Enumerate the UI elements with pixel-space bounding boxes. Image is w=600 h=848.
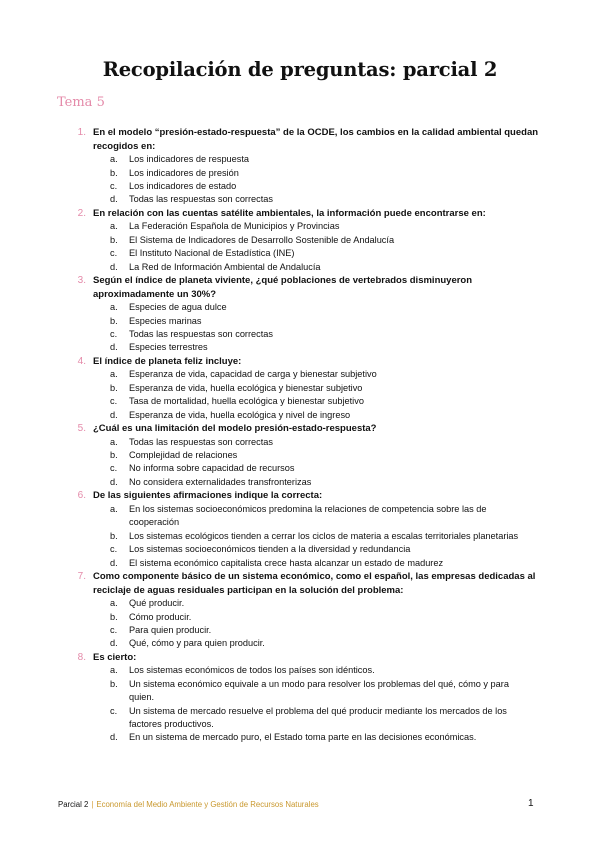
option-letter: d.	[110, 732, 118, 743]
question-number: 2.	[77, 207, 86, 219]
option-text: Los sistemas socioeconómicos tienden a la diversidad y redundancia	[129, 544, 411, 555]
option-letter: d.	[110, 476, 118, 487]
option-item	[0, 597, 600, 610]
question-item	[0, 570, 600, 651]
option-text: Los indicadores de estado	[129, 181, 237, 191]
option-item	[0, 449, 600, 462]
question-number: 6.	[77, 490, 86, 502]
option-text: Para quien producir.	[129, 624, 212, 635]
option-item	[0, 503, 600, 530]
option-letter: b.	[110, 530, 118, 541]
question-text: 7. Como componente básico de un sistema económico, como el español, las empresas dedicadas al reciclaje de aguas residuales participan en la solución del problema:	[0, 570, 600, 597]
option-text: La Red de Información Ambiental de Andalucía	[129, 261, 321, 272]
option-list	[0, 436, 600, 490]
option-text: Todas las respuestas son correctas	[129, 329, 274, 340]
option-item	[0, 530, 600, 543]
question-number: 1.	[77, 127, 86, 138]
option-list	[0, 301, 600, 355]
option-text: Los indicadores de respuesta	[129, 154, 250, 165]
option-text: Los sistemas ecológicos tienden a cerrar los ciclos de materia a escalas territoriales planetarias	[129, 530, 519, 541]
option-item	[0, 611, 600, 624]
option-list	[0, 664, 600, 744]
option-letter: c.	[110, 181, 118, 191]
option-text: Qué producir.	[129, 598, 185, 609]
option-letter: a.	[110, 369, 118, 380]
option-item	[0, 167, 600, 180]
question-number: 7.	[77, 570, 86, 582]
option-letter: a.	[110, 503, 118, 514]
option-text: Esperanza de vida, huella ecológica y nivel de ingreso	[129, 409, 351, 420]
option-letter: d.	[110, 194, 118, 205]
option-text: No informa sobre capacidad de recursos	[129, 463, 295, 474]
option-item	[0, 476, 600, 489]
option-text: El sistema económico capitalista crece hasta alcanzar un estado de madurez	[129, 557, 444, 568]
option-text: El Instituto Nacional de Estadística (INE)	[129, 248, 295, 259]
question-number: 3.	[77, 275, 86, 287]
question-item	[0, 207, 600, 274]
option-letter: a.	[110, 598, 118, 609]
question-item	[0, 274, 600, 355]
question-text: 6. De las siguientes afirmaciones indique la correcta:	[0, 489, 600, 503]
question-item	[0, 126, 600, 207]
option-text: Los sistemas económicos de todos los países son idénticos.	[129, 665, 375, 676]
option-letter: b.	[110, 450, 118, 461]
question-text: 1. En el modelo “presión-estado-respuesta” de la OCDE, los cambios en la calidad ambiental quedan recogidos en:	[0, 126, 600, 153]
option-letter: a.	[110, 221, 118, 232]
option-letter: a.	[110, 436, 118, 447]
option-item	[0, 436, 600, 449]
option-letter: a.	[110, 154, 118, 165]
footer-separator: |	[91, 800, 94, 809]
option-item	[0, 409, 600, 422]
option-letter: c.	[110, 544, 118, 555]
option-text: Especies marinas	[129, 315, 202, 326]
option-letter: b.	[110, 611, 118, 622]
option-item	[0, 705, 600, 732]
option-letter: d.	[110, 557, 118, 568]
question-text: 2. En relación con las cuentas satélite ambientales, la información puede encontrarse en:	[0, 207, 600, 221]
option-letter: c.	[110, 463, 118, 474]
option-letter: d.	[110, 409, 118, 420]
option-item	[0, 315, 600, 328]
question-text: 4. El índice de planeta feliz incluye:	[0, 355, 600, 369]
option-item	[0, 382, 600, 395]
option-item	[0, 220, 600, 233]
option-letter: d.	[110, 261, 118, 272]
option-letter: d.	[110, 342, 118, 353]
option-text: La Federación Española de Municipios y Provincias	[129, 221, 340, 232]
option-text: Complejidad de relaciones	[129, 450, 238, 461]
option-item	[0, 462, 600, 475]
option-letter: c.	[110, 329, 118, 340]
option-item	[0, 301, 600, 314]
option-text: Todas las respuestas son correctas	[129, 436, 274, 447]
option-list	[0, 368, 600, 422]
option-letter: b.	[110, 678, 118, 689]
option-item	[0, 234, 600, 247]
option-item	[0, 637, 600, 650]
option-item	[0, 328, 600, 341]
page-number: 1	[528, 798, 534, 809]
question-text: 3. Según el índice de planeta viviente, ¿qué poblaciones de vertebrados disminuyeron aproximadamente un 30%?	[0, 274, 600, 301]
option-text: En los sistemas socioeconómicos predomina la relaciones de competencia sobre las de cooperación	[129, 503, 487, 528]
option-item	[0, 731, 600, 744]
question-text: 5. ¿Cuál es una limitación del modelo presión-estado-respuesta?	[0, 422, 600, 436]
question-number: 8.	[77, 651, 86, 663]
option-item	[0, 664, 600, 677]
option-item	[0, 395, 600, 408]
option-item	[0, 543, 600, 556]
option-text: Especies terrestres	[129, 342, 208, 353]
option-text: Cómo producir.	[129, 611, 192, 622]
option-text: Los indicadores de presión	[129, 167, 239, 178]
option-text: Esperanza de vida, huella ecológica y bienestar subjetivo	[129, 382, 363, 393]
option-text: No considera externalidades transfronterizas	[129, 476, 312, 487]
option-item	[0, 153, 600, 166]
option-item	[0, 193, 600, 206]
option-text: Un sistema económico equivale a un modo para resolver los problemas del qué, cómo y para quien.	[129, 678, 509, 703]
question-text: 8. Es cierto:	[0, 651, 600, 665]
option-item	[0, 247, 600, 260]
option-letter: b.	[110, 382, 118, 393]
question-list	[0, 126, 600, 745]
option-text: Un sistema de mercado resuelve el problema del qué producir mediante los mercados de los factores productivos.	[129, 705, 507, 729]
option-item	[0, 368, 600, 381]
option-text: Todas las respuestas son correctas	[129, 194, 274, 205]
question-item	[0, 355, 600, 422]
option-letter: c.	[110, 396, 118, 407]
option-letter: b.	[110, 167, 118, 178]
question-item	[0, 422, 600, 489]
option-item	[0, 180, 600, 193]
option-text: Qué, cómo y para quien producir.	[129, 638, 265, 649]
option-letter: c.	[110, 705, 118, 716]
option-item	[0, 341, 600, 354]
option-text: Esperanza de vida, capacidad de carga y bienestar subjetivo	[129, 369, 377, 380]
option-item	[0, 678, 600, 705]
option-item	[0, 624, 600, 637]
option-letter: c.	[110, 624, 118, 635]
question-number: 4.	[77, 355, 86, 367]
option-letter: b.	[110, 234, 118, 245]
option-list	[0, 153, 600, 207]
footer-subject: Economía del Medio Ambiente y Gestión de Recursos Naturales	[96, 800, 319, 809]
option-text: En un sistema de mercado puro, el Estado toma parte en las decisiones económicas.	[129, 732, 477, 743]
option-text: Tasa de mortalidad, huella ecológica y bienestar subjetivo	[129, 396, 364, 407]
option-letter: d.	[110, 638, 118, 649]
option-text: El Sistema de Indicadores de Desarrollo Sostenible de Andalucía	[129, 234, 395, 245]
section-heading: Tema 5	[57, 95, 105, 110]
question-number: 5.	[77, 423, 86, 435]
question-item	[0, 651, 600, 745]
option-list	[0, 220, 600, 274]
footer-label: Parcial 2	[58, 800, 89, 809]
option-list	[0, 597, 600, 651]
option-letter: a.	[110, 665, 118, 676]
option-letter: b.	[110, 315, 118, 326]
option-letter: a.	[110, 302, 118, 313]
option-list	[0, 503, 600, 570]
page-title: Recopilación de preguntas: parcial 2	[102, 58, 498, 81]
page-footer	[58, 800, 319, 809]
option-item	[0, 557, 600, 570]
option-item	[0, 261, 600, 274]
option-text: Especies de agua dulce	[129, 302, 227, 313]
option-letter: c.	[110, 248, 118, 259]
question-item	[0, 489, 600, 570]
